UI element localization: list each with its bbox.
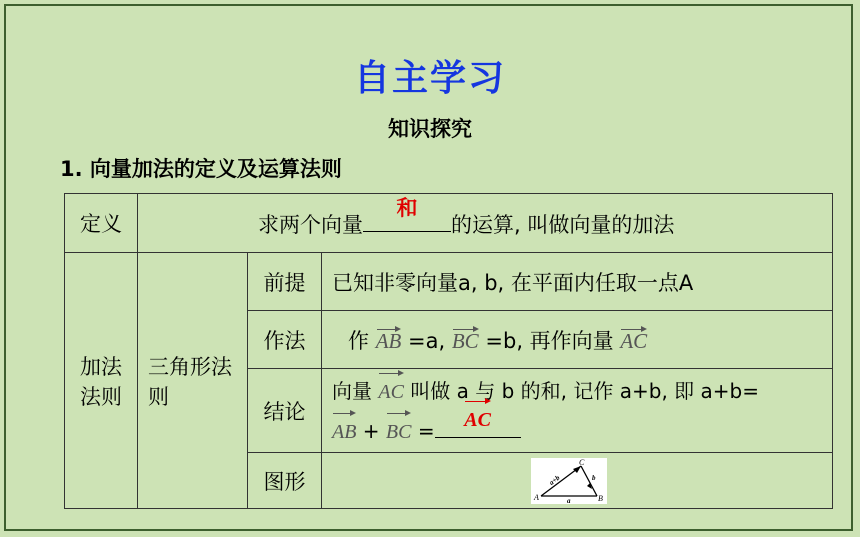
method-eq-a: =a, [408,328,446,353]
figure-cell [322,453,833,509]
triangle-rule-label: 三角形法则 [138,253,248,509]
conclusion-equals: = [417,418,435,443]
conclusion-prefix: 向量 [332,378,372,403]
conclusion-vector-ac: AC [378,371,404,411]
premise-label: 前提 [248,253,322,311]
vertex-b: B [598,494,603,503]
method-eq-b: =b, 再作向量 [485,328,614,353]
vertex-a: A [534,493,539,502]
definition-text-after: 的运算, 叫做向量的加法 [451,213,675,237]
definition-text-before: 求两个向量 [258,213,363,237]
vector-ab: AB [375,328,402,353]
add-rule-label: 加法法则 [65,253,138,509]
definition-cell [138,194,833,253]
arrow-ac-icon [573,466,581,473]
vector-bc: BC [451,328,479,353]
conclusion-answer-wrap [435,399,521,439]
conclusion-blank [435,408,521,438]
conclusion-plus: + [362,418,380,443]
vector-addition-table [64,193,833,509]
figure-label: 图形 [248,453,322,509]
vertex-c: C [579,458,585,467]
method-prefix: 作 [348,328,369,353]
triangle-figure [531,458,607,504]
conclusion-cell [322,369,833,453]
conclusion-vector-ab: AB [332,411,356,451]
conclusion-label: 结论 [248,369,322,453]
side-label-b: b [592,474,596,482]
premise-row [65,253,833,311]
page-subtitle: 知识探究 [388,117,472,141]
section-heading: 1. 向量加法的定义及运算法则 [60,157,342,181]
side-label-a: a [567,497,571,504]
method-label: 作法 [248,311,322,369]
page-title: 自主学习 [353,58,506,99]
conclusion-text: 叫做 a 与 b 的和, 记作 a+b, 即 a+b= [410,378,759,403]
definition-row [65,194,833,253]
conclusion-answer: AC [464,399,491,439]
vector-ac: AC [620,328,648,353]
definition-label: 定义 [65,194,138,253]
definition-answer: 和 [396,196,418,220]
conclusion-vector-bc: BC [386,411,412,451]
side-label-ab: a+b [547,473,562,487]
method-cell [322,311,833,369]
definition-blank [363,196,451,232]
premise-text: 已知非零向量a, b, 在平面内任取一点A [322,253,833,311]
